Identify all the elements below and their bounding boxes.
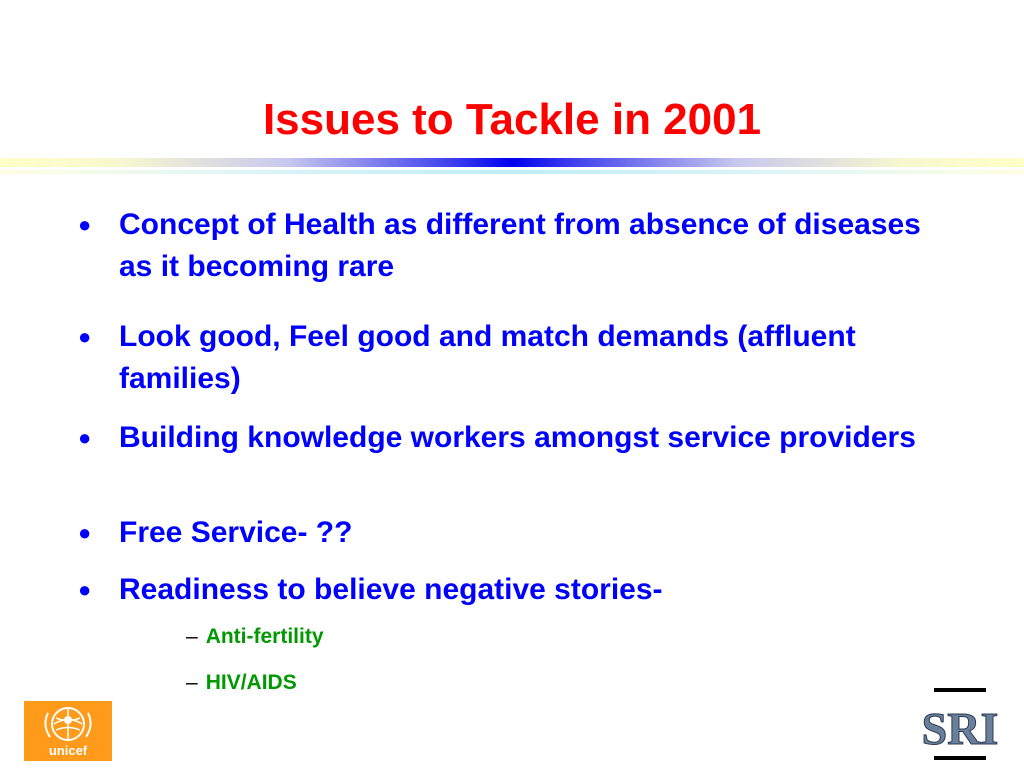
unicef-emblem-icon bbox=[24, 701, 112, 745]
bullet-text: Look good, Feel good and match demands (affluent families) bbox=[119, 320, 856, 395]
bullet-item bbox=[78, 204, 958, 288]
sri-logo bbox=[921, 684, 999, 764]
bullet-text: Building knowledge workers amongst service providers bbox=[119, 421, 916, 454]
bullet-item bbox=[78, 420, 958, 456]
slide-title: Issues to Tackle in 2001 bbox=[262, 95, 762, 144]
bullet-text: Readiness to believe negative stories- bbox=[119, 573, 663, 606]
sub-bullet-text: Anti-fertility bbox=[205, 625, 324, 648]
bullet-item bbox=[78, 316, 958, 400]
bullet-dot-icon: ● bbox=[78, 520, 92, 545]
bullet-dot-icon: ● bbox=[78, 425, 92, 450]
unicef-logo-text: unicef bbox=[48, 743, 88, 758]
sub-bullet-item bbox=[186, 622, 324, 652]
bullet-text: Concept of Health as different from absence of diseases as it becoming rare bbox=[119, 208, 921, 283]
bullet-dot-icon: ● bbox=[78, 212, 92, 237]
sub-bullet-item bbox=[186, 668, 297, 698]
sub-bullet-dash: – bbox=[186, 671, 198, 694]
sub-bullet-dash: – bbox=[186, 625, 198, 648]
unicef-logo bbox=[24, 701, 112, 761]
bullet-text: Free Service- ?? bbox=[119, 516, 353, 549]
sub-bullet-text: HIV/AIDS bbox=[205, 671, 297, 694]
sri-logo-text: SRI bbox=[921, 703, 999, 754]
bullet-item bbox=[78, 569, 958, 611]
bullet-dot-icon: ● bbox=[78, 324, 92, 349]
sri-logo-icon bbox=[921, 684, 999, 764]
bullet-item bbox=[78, 512, 958, 554]
bullet-dot-icon: ● bbox=[78, 577, 92, 602]
